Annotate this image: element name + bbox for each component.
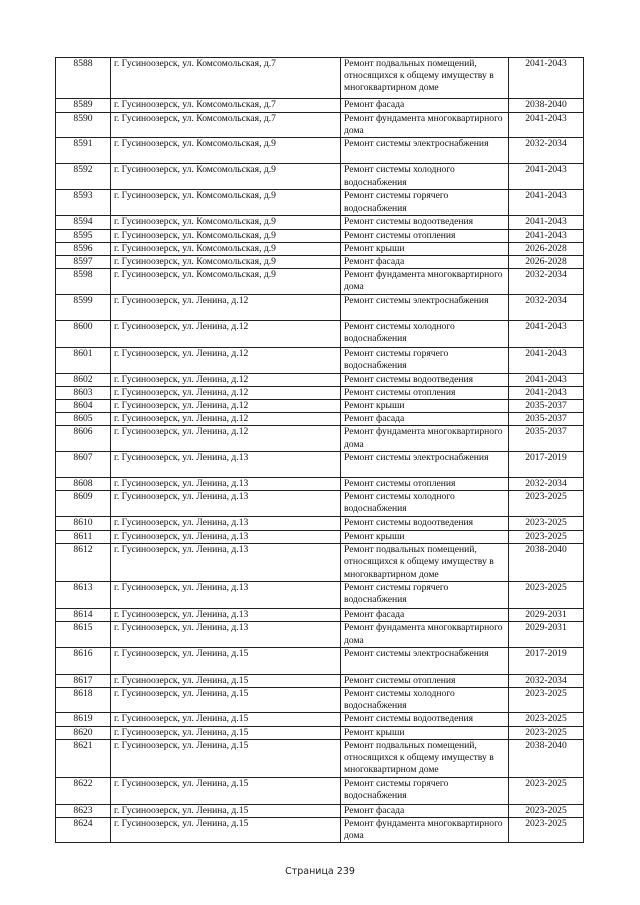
table-row — [56, 386, 584, 399]
row-work-type: Ремонт системы холодного водоснабжения — [341, 320, 509, 347]
row-number: 8609 — [56, 491, 111, 517]
table-row — [56, 256, 584, 269]
row-period: 2038-2040 — [509, 544, 584, 582]
row-period: 2023-2025 — [509, 804, 584, 817]
row-address: г. Гусиноозерск, ул. Комсомольская, д.7 — [111, 113, 341, 138]
row-period: 2038-2040 — [509, 739, 584, 777]
table-row — [56, 190, 584, 216]
row-work-type: Ремонт фундамента многоквартирного дома — [341, 269, 509, 294]
table-row — [56, 726, 584, 739]
row-number: 8588 — [56, 58, 111, 99]
row-period: 2041-2043 — [509, 373, 584, 386]
page-number: Страница 239 — [285, 866, 355, 877]
row-address: г. Гусиноозерск, ул. Ленина, д.15 — [111, 647, 341, 674]
table-row — [56, 320, 584, 347]
row-number: 8593 — [56, 190, 111, 216]
row-work-type: Ремонт фасада — [341, 413, 509, 426]
row-number: 8619 — [56, 713, 111, 726]
row-work-type: Ремонт системы холодного водоснабжения — [341, 491, 509, 517]
row-number: 8610 — [56, 517, 111, 531]
row-period: 2041-2043 — [509, 190, 584, 216]
row-period: 2038-2040 — [509, 99, 584, 113]
table-row — [56, 477, 584, 490]
row-work-type: Ремонт фундамента многоквартирного дома — [341, 622, 509, 647]
row-address: г. Гусиноозерск, ул. Ленина, д.12 — [111, 347, 341, 373]
table-row — [56, 294, 584, 320]
row-work-type: Ремонт системы холодного водоснабжения — [341, 688, 509, 713]
row-number: 8624 — [56, 818, 111, 843]
row-period: 2041-2043 — [509, 320, 584, 347]
row-address: г. Гусиноозерск, ул. Ленина, д.13 — [111, 609, 341, 622]
row-number: 8596 — [56, 242, 111, 255]
row-period: 2032-2034 — [509, 294, 584, 320]
table-row — [56, 269, 584, 294]
row-number: 8620 — [56, 726, 111, 739]
row-address: г. Гусиноозерск, ул. Ленина, д.13 — [111, 582, 341, 609]
table-row — [56, 622, 584, 647]
row-number: 8603 — [56, 386, 111, 399]
table-row — [56, 739, 584, 777]
row-work-type: Ремонт системы электроснабжения — [341, 451, 509, 477]
row-work-type: Ремонт фасада — [341, 99, 509, 113]
table-row — [56, 113, 584, 138]
row-number: 8591 — [56, 138, 111, 164]
row-address: г. Гусиноозерск, ул. Ленина, д.15 — [111, 726, 341, 739]
row-address: г. Гусиноозерск, ул. Ленина, д.13 — [111, 491, 341, 517]
row-address: г. Гусиноозерск, ул. Ленина, д.13 — [111, 477, 341, 490]
row-work-type: Ремонт крыши — [341, 242, 509, 255]
row-number: 8616 — [56, 647, 111, 674]
row-period: 2029-2031 — [509, 609, 584, 622]
table-row — [56, 413, 584, 426]
table-row — [56, 426, 584, 451]
row-number: 8605 — [56, 413, 111, 426]
row-work-type: Ремонт системы электроснабжения — [341, 138, 509, 164]
row-period: 2032-2034 — [509, 269, 584, 294]
row-number: 8594 — [56, 216, 111, 229]
row-period: 2032-2034 — [509, 477, 584, 490]
row-period: 2026-2028 — [509, 242, 584, 255]
row-number: 8606 — [56, 426, 111, 451]
row-number: 8597 — [56, 256, 111, 269]
row-address: г. Гусиноозерск, ул. Комсомольская, д.9 — [111, 242, 341, 255]
row-period: 2032-2034 — [509, 674, 584, 687]
table-row — [56, 216, 584, 229]
row-address: г. Гусиноозерск, ул. Ленина, д.15 — [111, 674, 341, 687]
row-work-type: Ремонт системы отопления — [341, 674, 509, 687]
row-number: 8607 — [56, 451, 111, 477]
row-number: 8602 — [56, 373, 111, 386]
row-number: 8618 — [56, 688, 111, 713]
row-address: г. Гусиноозерск, ул. Ленина, д.12 — [111, 386, 341, 399]
row-work-type: Ремонт фасада — [341, 256, 509, 269]
row-work-type: Ремонт фундамента многоквартирного дома — [341, 426, 509, 451]
row-work-type: Ремонт крыши — [341, 531, 509, 544]
row-period: 2023-2025 — [509, 777, 584, 804]
row-number: 8604 — [56, 400, 111, 413]
row-work-type: Ремонт системы отопления — [341, 386, 509, 399]
row-address: г. Гусиноозерск, ул. Комсомольская, д.9 — [111, 138, 341, 164]
row-address: г. Гусиноозерск, ул. Ленина, д.13 — [111, 544, 341, 582]
row-number: 8617 — [56, 674, 111, 687]
row-period: 2035-2037 — [509, 426, 584, 451]
table-row — [56, 99, 584, 113]
row-period: 2026-2028 — [509, 256, 584, 269]
row-number: 8595 — [56, 229, 111, 242]
row-work-type: Ремонт системы холодного водоснабжения — [341, 164, 509, 190]
repair-schedule-table — [55, 57, 584, 843]
row-work-type: Ремонт системы электроснабжения — [341, 647, 509, 674]
row-work-type: Ремонт подвальных помещений, относящихся к общему имуществу в многоквартирном доме — [341, 58, 509, 99]
table-row — [56, 400, 584, 413]
table-row — [56, 804, 584, 817]
row-period: 2035-2037 — [509, 400, 584, 413]
row-work-type: Ремонт системы горячего водоснабжения — [341, 582, 509, 609]
table-row — [56, 229, 584, 242]
row-period: 2017-2019 — [509, 451, 584, 477]
row-address: г. Гусиноозерск, ул. Ленина, д.13 — [111, 451, 341, 477]
row-address: г. Гусиноозерск, ул. Комсомольская, д.7 — [111, 58, 341, 99]
row-address: г. Гусиноозерск, ул. Ленина, д.12 — [111, 320, 341, 347]
row-address: г. Гусиноозерск, ул. Комсомольская, д.9 — [111, 269, 341, 294]
row-work-type: Ремонт фундамента многоквартирного дома — [341, 113, 509, 138]
table-row — [56, 242, 584, 255]
row-work-type: Ремонт системы водоотведения — [341, 713, 509, 726]
row-address: г. Гусиноозерск, ул. Ленина, д.15 — [111, 739, 341, 777]
row-address: г. Гусиноозерск, ул. Ленина, д.15 — [111, 777, 341, 804]
row-address: г. Гусиноозерск, ул. Ленина, д.12 — [111, 373, 341, 386]
row-work-type: Ремонт системы горячего водоснабжения — [341, 777, 509, 804]
row-number: 8612 — [56, 544, 111, 582]
table-row — [56, 582, 584, 609]
row-period: 2041-2043 — [509, 347, 584, 373]
row-number: 8621 — [56, 739, 111, 777]
row-work-type: Ремонт фасада — [341, 804, 509, 817]
row-work-type: Ремонт системы отопления — [341, 477, 509, 490]
row-period: 2041-2043 — [509, 386, 584, 399]
row-period: 2041-2043 — [509, 216, 584, 229]
row-address: г. Гусиноозерск, ул. Ленина, д.13 — [111, 517, 341, 531]
table-row — [56, 609, 584, 622]
row-period: 2029-2031 — [509, 622, 584, 647]
row-period: 2041-2043 — [509, 229, 584, 242]
table-row — [56, 647, 584, 674]
row-number: 8599 — [56, 294, 111, 320]
row-address: г. Гусиноозерск, ул. Ленина, д.12 — [111, 400, 341, 413]
row-period: 2041-2043 — [509, 164, 584, 190]
row-work-type: Ремонт подвальных помещений, относящихся к общему имуществу в многоквартирном доме — [341, 544, 509, 582]
table-row — [56, 688, 584, 713]
row-number: 8611 — [56, 531, 111, 544]
row-work-type: Ремонт системы горячего водоснабжения — [341, 347, 509, 373]
row-address: г. Гусиноозерск, ул. Комсомольская, д.9 — [111, 190, 341, 216]
row-number: 8592 — [56, 164, 111, 190]
row-period: 2023-2025 — [509, 818, 584, 843]
row-work-type: Ремонт фасада — [341, 609, 509, 622]
table-row — [56, 138, 584, 164]
table-row — [56, 777, 584, 804]
row-period: 2023-2025 — [509, 491, 584, 517]
row-number: 8623 — [56, 804, 111, 817]
row-period: 2023-2025 — [509, 531, 584, 544]
row-work-type: Ремонт системы водоотведения — [341, 373, 509, 386]
row-work-type: Ремонт системы водоотведения — [341, 216, 509, 229]
row-work-type: Ремонт системы электроснабжения — [341, 294, 509, 320]
row-work-type: Ремонт крыши — [341, 726, 509, 739]
row-address: г. Гусиноозерск, ул. Ленина, д.15 — [111, 713, 341, 726]
row-number: 8600 — [56, 320, 111, 347]
row-number: 8622 — [56, 777, 111, 804]
row-work-type: Ремонт фундамента многоквартирного дома — [341, 818, 509, 843]
table-row — [56, 164, 584, 190]
table-row — [56, 491, 584, 517]
row-period: 2023-2025 — [509, 582, 584, 609]
row-address: г. Гусиноозерск, ул. Ленина, д.13 — [111, 622, 341, 647]
row-address: г. Гусиноозерск, ул. Ленина, д.15 — [111, 804, 341, 817]
table-row — [56, 451, 584, 477]
row-address: г. Гусиноозерск, ул. Ленина, д.12 — [111, 294, 341, 320]
row-period: 2017-2019 — [509, 647, 584, 674]
row-number: 8613 — [56, 582, 111, 609]
row-address: г. Гусиноозерск, ул. Комсомольская, д.9 — [111, 229, 341, 242]
row-address: г. Гусиноозерск, ул. Комсомольская, д.9 — [111, 164, 341, 190]
row-number: 8590 — [56, 113, 111, 138]
row-work-type: Ремонт системы отопления — [341, 229, 509, 242]
row-number: 8598 — [56, 269, 111, 294]
row-period: 2023-2025 — [509, 688, 584, 713]
row-period: 2023-2025 — [509, 726, 584, 739]
row-period: 2035-2037 — [509, 413, 584, 426]
table-row — [56, 373, 584, 386]
row-number: 8615 — [56, 622, 111, 647]
table-row — [56, 531, 584, 544]
row-address: г. Гусиноозерск, ул. Комсомольская, д.7 — [111, 99, 341, 113]
row-period: 2032-2034 — [509, 138, 584, 164]
row-address: г. Гусиноозерск, ул. Комсомольская, д.9 — [111, 216, 341, 229]
row-number: 8614 — [56, 609, 111, 622]
row-period: 2023-2025 — [509, 713, 584, 726]
table-row — [56, 713, 584, 726]
row-work-type: Ремонт системы горячего водоснабжения — [341, 190, 509, 216]
row-period: 2023-2025 — [509, 517, 584, 531]
table-row — [56, 517, 584, 531]
table-body — [56, 58, 584, 843]
row-period: 2041-2043 — [509, 113, 584, 138]
row-period: 2041-2043 — [509, 58, 584, 99]
row-number: 8608 — [56, 477, 111, 490]
table-row — [56, 818, 584, 843]
row-address: г. Гусиноозерск, ул. Комсомольская, д.9 — [111, 256, 341, 269]
row-number: 8589 — [56, 99, 111, 113]
table-row — [56, 674, 584, 687]
table-row — [56, 58, 584, 99]
row-work-type: Ремонт крыши — [341, 400, 509, 413]
row-work-type: Ремонт системы водоотведения — [341, 517, 509, 531]
row-number: 8601 — [56, 347, 111, 373]
table-row — [56, 347, 584, 373]
row-address: г. Гусиноозерск, ул. Ленина, д.13 — [111, 531, 341, 544]
row-address: г. Гусиноозерск, ул. Ленина, д.12 — [111, 413, 341, 426]
row-address: г. Гусиноозерск, ул. Ленина, д.12 — [111, 426, 341, 451]
table-row — [56, 544, 584, 582]
row-address: г. Гусиноозерск, ул. Ленина, д.15 — [111, 688, 341, 713]
row-address: г. Гусиноозерск, ул. Ленина, д.15 — [111, 818, 341, 843]
row-work-type: Ремонт подвальных помещений, относящихся к общему имуществу в многоквартирном доме — [341, 739, 509, 777]
